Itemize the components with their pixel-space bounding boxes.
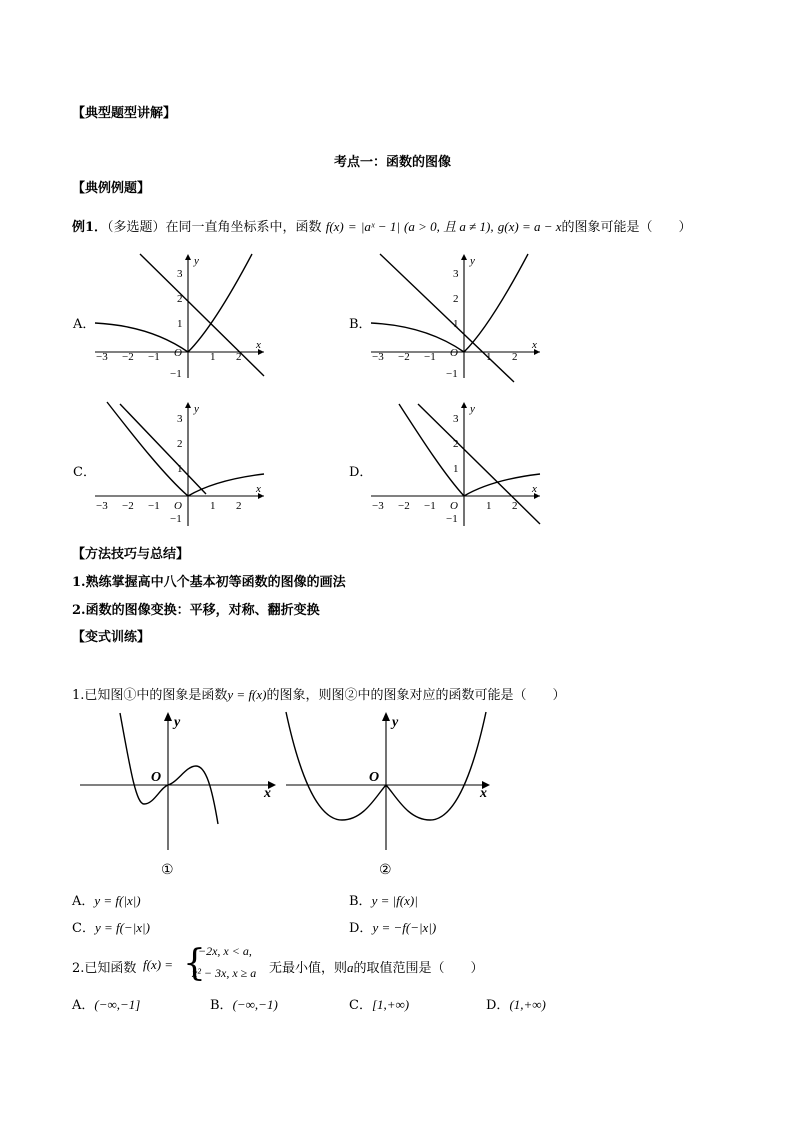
q2-text-b: 无最小值，则 <box>269 961 348 976</box>
y-tick: 1 <box>453 318 459 330</box>
x-axis-label: x <box>480 786 487 801</box>
x-tick: −2 <box>122 500 134 512</box>
x-tick: 2 <box>236 500 242 512</box>
origin-label: O <box>174 500 182 512</box>
option-expr: (−∞,−1] <box>94 997 141 1012</box>
option-a-label: A． <box>73 317 96 332</box>
q1-text-b: 的图象，则图②中的图象对应的函数可能是（ ） <box>266 688 566 703</box>
q1-question <box>72 684 566 703</box>
example1-number: 例1． <box>72 220 108 235</box>
y-tick: 3 <box>453 268 459 280</box>
x-tick: −2 <box>122 351 134 363</box>
x-tick: −1 <box>424 500 436 512</box>
example1-prefix: （多选题）在同一直角坐标系中，函数 <box>107 220 322 235</box>
y-tick: 2 <box>453 293 459 305</box>
method-item-2: 2.函数的图像变换：平移，对称、翻折变换 <box>72 603 320 618</box>
line-g <box>120 404 206 494</box>
f-condition: (a > 0, 且 a ≠ 1) <box>404 219 491 234</box>
curve-f <box>120 713 218 824</box>
origin-label: O <box>369 770 380 785</box>
graph-b <box>366 250 546 380</box>
x-tick: 1 <box>486 351 492 363</box>
option-d-label: D． <box>349 465 373 480</box>
y-tick: 2 <box>177 293 183 305</box>
x-axis-label: x <box>256 483 261 495</box>
x-tick: −3 <box>372 351 384 363</box>
section-header: 【典型题型讲解】 <box>72 106 177 121</box>
curve-f <box>107 402 264 496</box>
option-label: D． <box>349 921 373 936</box>
q1-option-c <box>72 917 150 936</box>
x-axis-label: x <box>532 483 537 495</box>
y-tick: −1 <box>170 368 182 380</box>
y-tick: −1 <box>446 513 458 525</box>
figure-1 <box>78 708 278 878</box>
x-tick: 1 <box>210 500 216 512</box>
y-arrow <box>164 712 172 721</box>
y-tick: 1 <box>177 463 183 475</box>
y-arrow <box>382 712 390 721</box>
x-axis-label: x <box>264 786 271 801</box>
q1-option-b <box>349 890 418 909</box>
option-label: A． <box>72 894 95 909</box>
y-arrow <box>461 402 467 408</box>
f-lhs: f(x) <box>325 219 344 234</box>
y-tick: 2 <box>177 438 183 450</box>
y-axis-label: y <box>194 403 199 415</box>
topic-title: 考点一：函数的图像 <box>334 155 452 170</box>
y-arrow <box>461 254 467 260</box>
x-tick: −1 <box>424 351 436 363</box>
f-eq: = <box>347 219 357 234</box>
x-tick: 2 <box>236 351 242 363</box>
g-expr: g(x) = a − x <box>497 219 562 234</box>
figure-2-label: ② <box>379 863 392 878</box>
origin-label: O <box>151 770 162 785</box>
q2-option-d <box>486 994 546 1013</box>
x-tick: 1 <box>210 351 216 363</box>
option-expr: y = f(|x|) <box>94 893 141 908</box>
q2-option-a <box>72 994 140 1013</box>
origin-label: O <box>450 500 458 512</box>
q2-option-b <box>210 994 278 1013</box>
x-tick: 2 <box>512 351 518 363</box>
y-arrow <box>185 254 191 260</box>
line-g <box>418 404 540 524</box>
example1-suffix: 的图象可能是（ ） <box>561 220 692 235</box>
examples-heading: 【典例例题】 <box>72 181 151 196</box>
x-tick: 2 <box>512 500 518 512</box>
x-tick: 1 <box>486 500 492 512</box>
f-rhs: |aˣ − 1| <box>360 219 400 234</box>
y-tick: 1 <box>177 318 183 330</box>
q2-option-c <box>349 994 409 1013</box>
figure-2 <box>284 708 496 878</box>
option-expr: y = |f(x)| <box>371 893 418 908</box>
option-label: B． <box>210 998 233 1013</box>
q1-func: y = f(x) <box>227 687 267 702</box>
y-tick: 3 <box>177 413 183 425</box>
y-tick: −1 <box>170 513 182 525</box>
q2-text-a: 2.已知函数 <box>72 961 137 976</box>
q1-option-d <box>349 917 436 936</box>
option-expr: (−∞,−1) <box>232 997 278 1012</box>
variant-heading: 【变式训练】 <box>72 630 151 645</box>
q2-case-1: −2x, x < a, <box>198 944 252 958</box>
graph-a <box>90 250 270 380</box>
origin-label: O <box>450 347 458 359</box>
x-tick: −1 <box>148 500 160 512</box>
y-tick: 2 <box>453 438 459 450</box>
option-expr: (1,+∞) <box>509 997 546 1012</box>
q1-option-a <box>72 890 141 909</box>
y-tick: −1 <box>446 368 458 380</box>
y-axis-label: y <box>392 715 399 730</box>
x-tick: −3 <box>372 500 384 512</box>
q2-case-2: x² − 3x, x ≥ a <box>192 966 257 980</box>
option-b-label: B． <box>349 317 372 332</box>
option-expr: y = f(−|x|) <box>94 920 150 935</box>
option-label: A． <box>72 998 95 1013</box>
option-label: B． <box>349 894 372 909</box>
option-c-label: C． <box>73 465 96 480</box>
figure-1-label: ① <box>161 863 174 878</box>
option-expr: y = −f(−|x|) <box>372 920 437 935</box>
curve-f <box>95 254 252 352</box>
q2-var: a <box>347 960 354 975</box>
y-tick: 3 <box>453 413 459 425</box>
option-label: C． <box>72 921 95 936</box>
q2-question-tail <box>269 957 484 976</box>
method-item-1: 1.熟练掌握高中八个基本初等函数的图像的画法 <box>72 575 346 590</box>
q2-f-lhs: f(x) = <box>143 957 174 972</box>
origin-label: O <box>174 347 182 359</box>
graph-d <box>366 398 546 528</box>
y-axis-label: y <box>470 255 475 267</box>
option-label: D． <box>486 998 510 1013</box>
x-axis-label: x <box>532 339 537 351</box>
x-tick: −2 <box>398 500 410 512</box>
y-tick: 1 <box>453 463 459 475</box>
x-tick: −1 <box>148 351 160 363</box>
x-axis-label: x <box>256 339 261 351</box>
y-axis-label: y <box>194 255 199 267</box>
x-tick: −3 <box>96 500 108 512</box>
piecewise-brace: { <box>183 943 206 984</box>
curve-f <box>399 404 540 496</box>
q2-text-c: 的取值范围是（ ） <box>353 961 484 976</box>
y-axis-label: y <box>470 403 475 415</box>
example1-question <box>72 216 692 235</box>
option-label: C． <box>349 998 372 1013</box>
x-tick: −2 <box>398 351 410 363</box>
method-heading: 【方法技巧与总结】 <box>72 547 190 562</box>
y-axis-label: y <box>174 715 181 730</box>
y-arrow <box>185 402 191 408</box>
graph-c <box>90 398 270 528</box>
x-tick: −3 <box>96 351 108 363</box>
f-separator: , <box>490 219 494 234</box>
option-expr: [1,+∞) <box>371 997 410 1012</box>
q1-text-a: 1.已知图①中的图象是函数 <box>72 688 228 703</box>
y-tick: 3 <box>177 268 183 280</box>
